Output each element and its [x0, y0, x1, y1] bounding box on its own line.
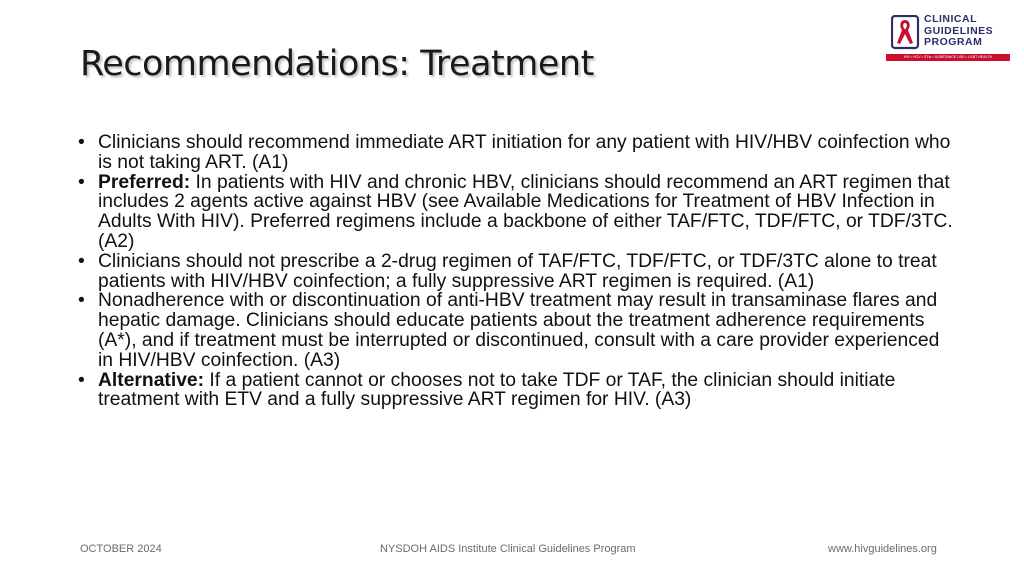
bullet-text: Nonadherence with or discontinuation of anti-HBV treatment may result in transaminase flares and hepatic damage. Clinicians should educate patients about the treatment adherence requirements (A*), and if treatment must be interrupted or discontinued, consult with a care provider experienced in HIV/HBV coinfection. (A3) [98, 290, 940, 371]
bullet-text: Clinicians should not prescribe a 2-drug regimen of TAF/FTC, TDF/FTC, or TDF/3TC alone to treat patients with HIV/HBV coinfection; a fully suppressive ART regimen is required. (A1) [98, 250, 937, 292]
bullet-dot: • [78, 369, 85, 391]
footer-url[interactable]: www.hivguidelines.org [828, 543, 937, 555]
bullet-item [78, 252, 958, 292]
logo-line-1: CLINICAL [924, 13, 977, 25]
logo-tagline-bar: HIV • HCV • STIs • SUBSTANCE USE • LGBT HEALTH [886, 54, 1010, 61]
footer-date: OCTOBER 2024 [80, 543, 162, 555]
bullet-text: In patients with HIV and chronic HBV, clinicians should recommend an ART regimen that includes 2 agents active against HBV (see Available Medications for Treatment of HBV Infection in Adults With HIV). Preferred regimens include a backbone of either TAF/FTC, TDF/FTC, or TDF/3TC. (A2) [98, 171, 953, 252]
bullet-dot: • [78, 171, 85, 193]
slide-title: Recommendations: Treatment [80, 44, 594, 84]
bullet-item [78, 371, 958, 411]
ribbon-icon [891, 15, 921, 51]
logo-line-2: GUIDELINES [924, 24, 994, 37]
footer-organization: NYSDOH AIDS Institute Clinical Guidelines Program [380, 543, 636, 555]
bullet-text: If a patient cannot or chooses not to take TDF or TAF, the clinician should initiate treatment with ETV and a fully suppressive ART regimen for HIV. (A3) [98, 369, 896, 411]
bullet-text: Clinicians should recommend immediate ART initiation for any patient with HIV/HBV coinfection who is not taking ART. (A1) [98, 132, 951, 173]
bullet-dot: • [78, 250, 85, 272]
recommendation-list [78, 133, 958, 410]
bullet-item [78, 291, 958, 370]
bullet-item [78, 133, 958, 173]
clinical-guidelines-logo [886, 12, 1010, 64]
bullet-lead: Alternative: [98, 369, 205, 391]
bullet-item [78, 173, 958, 252]
bullet-lead: Preferred: [98, 171, 191, 193]
logo-wordmark [924, 14, 993, 49]
logo-line-3: PROGRAM [924, 36, 983, 48]
bullet-dot: • [78, 132, 85, 153]
bullet-dot: • [78, 290, 85, 312]
